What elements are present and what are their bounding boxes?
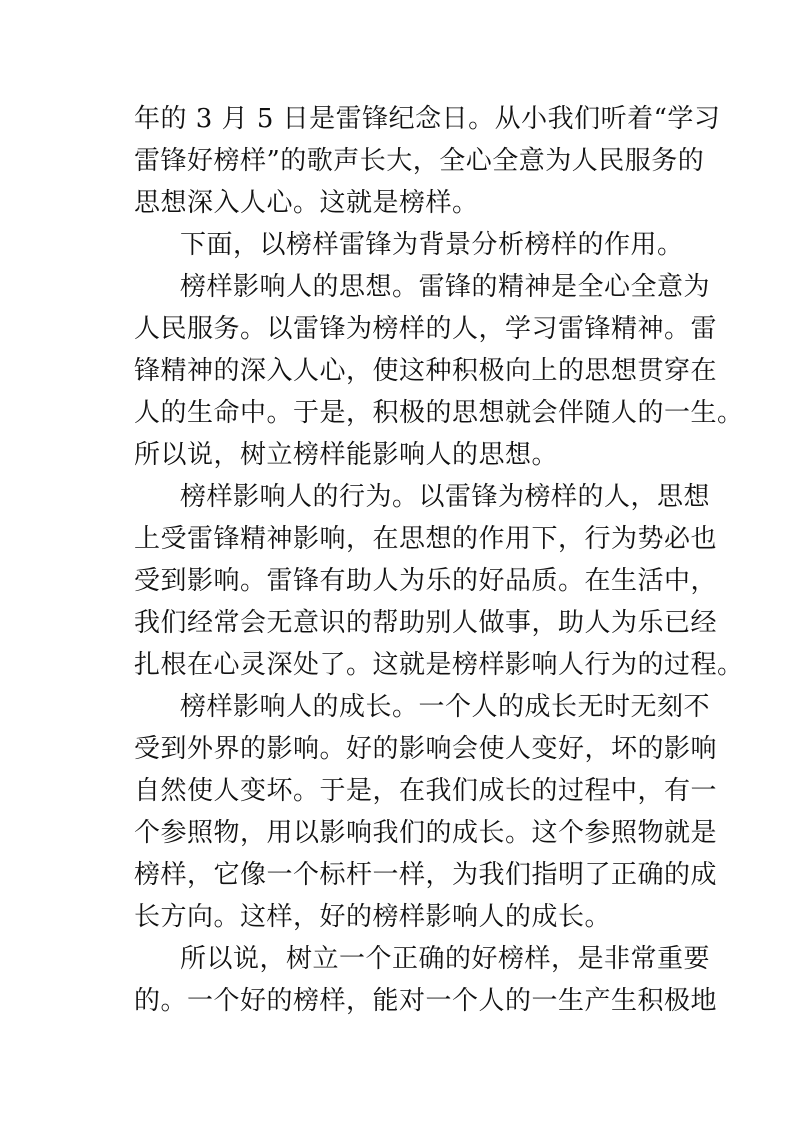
text-line-19: 榜样，它像一个标杆一样，为我们指明了正确的成 — [134, 860, 718, 890]
text-line-11: 上受雷锋精神影响，在思想的作用下，行为势必也 — [134, 524, 718, 554]
text-line-18: 个参照物，用以影响我们的成长。这个参照物就是 — [134, 818, 718, 848]
text-line-8: 人的生命中。于是，积极的思想就会伴随人的一生。 — [134, 398, 744, 428]
text-line-13: 我们经常会无意识的帮助别人做事，助人为乐已经 — [134, 608, 718, 638]
text-line-3: 思想深入人心。这就是榜样。 — [134, 188, 479, 218]
text-line-14: 扎根在心灵深处了。这就是榜样影响人行为的过程。 — [134, 650, 744, 680]
text-line-10: 榜样影响人的行为。以雷锋为榜样的人，思想 — [180, 482, 711, 512]
text-line-1: 年的 3 月 5 日是雷锋纪念日。从小我们听着“学习 — [134, 104, 721, 134]
text-line-17: 自然使人变坏。于是，在我们成长的过程中，有一 — [134, 776, 718, 806]
text-line-5: 榜样影响人的思想。雷锋的精神是全心全意为 — [180, 272, 711, 302]
text-line-22: 的。一个好的榜样，能对一个人的一生产生积极地 — [134, 986, 718, 1016]
text-line-7: 锋精神的深入人心，使这种积极向上的思想贯穿在 — [134, 356, 718, 386]
text-line-16: 受到外界的影响。好的影响会使人变好，坏的影响 — [134, 734, 718, 764]
text-line-21: 所以说，树立一个正确的好榜样，是非常重要 — [180, 944, 711, 974]
text-line-9: 所以说，树立榜样能影响人的思想。 — [134, 440, 559, 470]
text-line-6: 人民服务。以雷锋为榜样的人，学习雷锋精神。雷 — [134, 314, 718, 344]
text-line-20: 长方向。这样，好的榜样影响人的成长。 — [134, 902, 612, 932]
text-line-2: 雷锋好榜样”的歌声长大，全心全意为人民服务的 — [134, 146, 705, 176]
text-line-4: 下面，以榜样雷锋为背景分析榜样的作用。 — [180, 230, 684, 260]
text-line-15: 榜样影响人的成长。一个人的成长无时无刻不 — [180, 692, 711, 722]
text-line-12: 受到影响。雷锋有助人为乐的好品质。在生活中， — [134, 566, 718, 596]
